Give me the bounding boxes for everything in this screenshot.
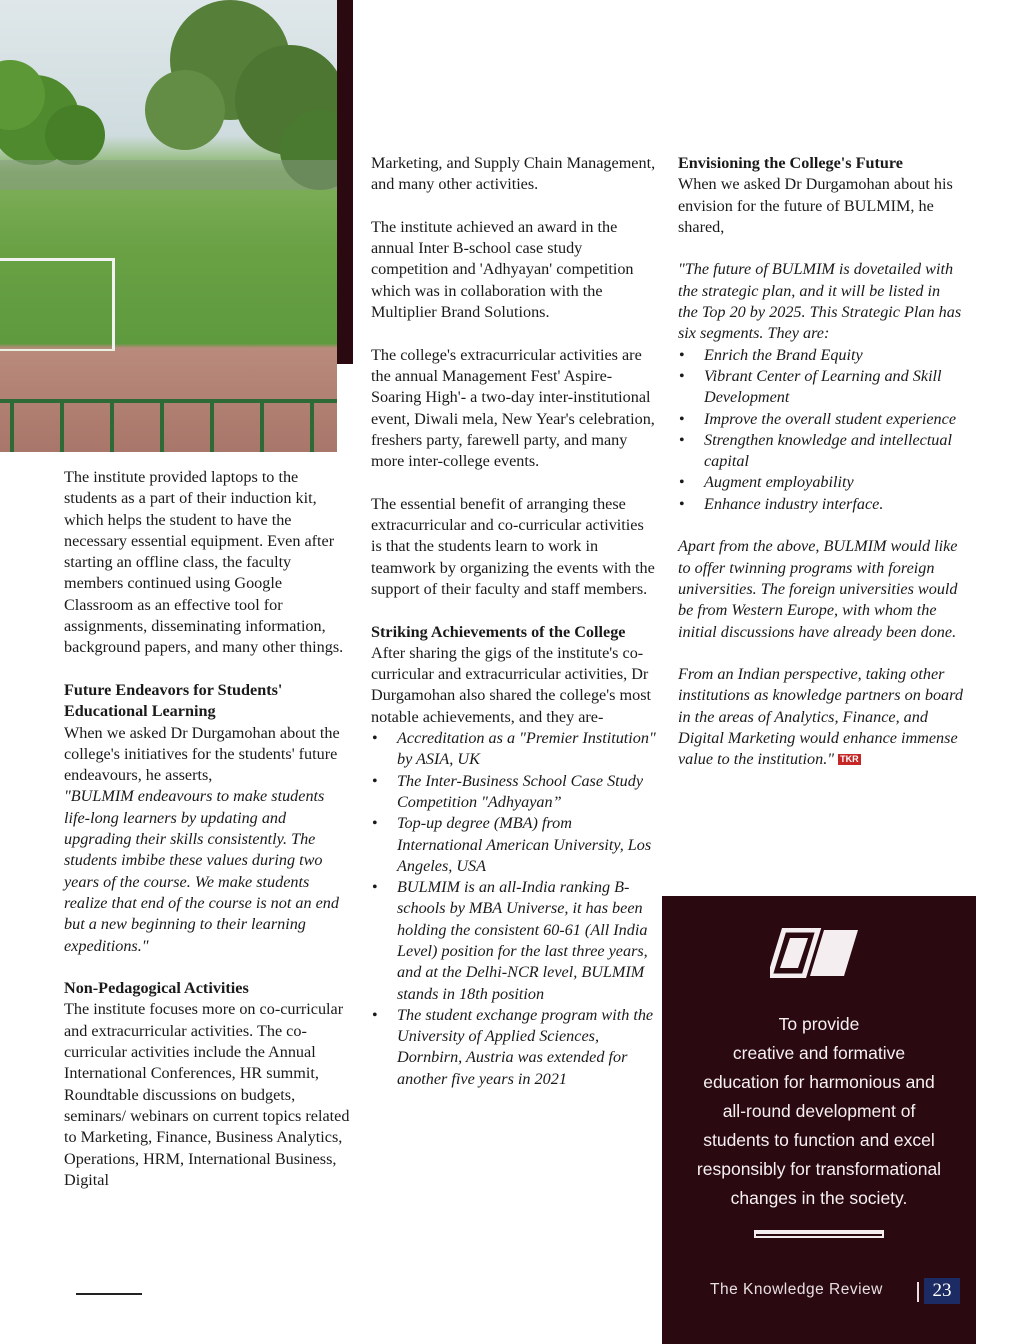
- vision-line: education for harmonious and: [703, 1072, 935, 1092]
- paragraph: The college's extracurricular activities are the annual Management Fest' Aspire-Soaring High'- a two-day inter-institutional event, Diwali mela, New Year's celebration, freshers party, farewell party, and many more inter-college events.: [371, 345, 655, 471]
- accent-bar: [337, 0, 353, 364]
- quote-mark-icon: [770, 928, 860, 978]
- list-item: • Augment employability: [678, 472, 963, 493]
- section-non-pedagogical: [64, 978, 352, 1191]
- heading-envisioning: Envisioning the College's Future: [678, 154, 903, 172]
- achievements-list: [371, 728, 656, 1090]
- quote: Apart from the above, BULMIM would like to offer twinning programs with foreign universities. The foreign universities would be from Western Europe, with whom the initial discussions have already been done.: [678, 537, 958, 641]
- paragraph: The institute achieved an award in the annual Inter B-school case study competition and 'Adhyayan' competition which was in collaboration with the Multiplier Brand Solutions.: [371, 217, 634, 322]
- vision-line: changes in the society.: [730, 1188, 908, 1208]
- list-item: • Improve the overall student experience: [678, 409, 963, 430]
- list-item: • Vibrant Center of Learning and Skill Development: [678, 366, 963, 409]
- magazine-name: The Knowledge Review: [710, 1281, 883, 1298]
- list-item: • Top-up degree (MBA) from International American University, Los Angeles, USA: [371, 813, 656, 877]
- quote-wrap: [678, 536, 963, 642]
- paragraph: The institute focuses more on co-curricular and extracurricular activities. The co-curricular activities include the Annual International Conferences, HR summit, Roundtable discussions on budgets, seminars/ webinars on current topics related to Marketing, Finance, Business Analytics, Operations, HRM, International Business, Digital: [64, 1000, 350, 1189]
- vision-line: To provide: [778, 1014, 860, 1034]
- paragraph: The institute provided laptops to the students as a part of their induction kit, which helps the student to have the necessary essential equipment. Even after starting an offline class, the faculty members continued using Google Classroom as an effective tool for assignments, disseminating information, background papers, and many other things.: [64, 468, 344, 657]
- column-1: [64, 467, 352, 1212]
- vision-line: students to function and excel: [703, 1130, 935, 1150]
- list-item: • Enrich the Brand Equity: [678, 345, 963, 366]
- goal-post: [0, 250, 337, 360]
- vision-line: creative and formative: [732, 1043, 906, 1063]
- column-3: [678, 153, 963, 792]
- section-future-endeavors: [64, 680, 352, 957]
- quote: "The future of BULMIM is dovetailed with the strategic plan, and it will be listed in the Top 20 by 2025. This Strategic Plan has six segments. They are:: [678, 260, 962, 343]
- paragraph: When we asked Dr Durgamohan about his envision for the future of BULMIM, he shared,: [678, 175, 953, 236]
- list-item: • BULMIM is an all-India ranking B-schools by MBA Universe, it has been holding the consistent 60-61 (All India Level) position for the last three years, and at the Delhi-NCR level, BULMIM stands in 18th position: [371, 877, 656, 1005]
- quote-wrap: [678, 664, 963, 770]
- paragraph: The essential benefit of arranging these extracurricular and co-curricular activities is that the students learn to work in teamwork by organizing the events with the support of their faculty and staff members.: [371, 494, 655, 598]
- list-item: • Accreditation as a "Premier Institution" by ASIA, UK: [371, 728, 656, 771]
- footer-separator: [917, 1282, 919, 1302]
- strategic-plan-list: [678, 345, 963, 515]
- quote: "BULMIM endeavours to make students life-long learners by updating and upgrading their skills consistently. The students imbibe these values during two years of the course. We make students realize that end of the course is not an end but a new beginning to their learning expeditions.": [64, 787, 339, 955]
- campus-photo: [0, 0, 337, 452]
- heading-future-endeavors: Future Endeavors for Students' Educational Learning: [64, 680, 283, 721]
- vision-panel: [662, 896, 976, 1344]
- trees-illustration: [0, 0, 337, 200]
- column-2: [371, 153, 656, 1111]
- vision-line: responsibly for transformational: [696, 1159, 942, 1179]
- quote: From an Indian perspective, taking other institutions as knowledge partners on board in the areas of Analytics, Finance, and Digital Marketing would enhance immense value to the institution.": [678, 665, 963, 769]
- paragraph: After sharing the gigs of the institute's co-curricular and extracurricular activities, Dr Durgamohan also shared the college's most notable achievements, and they are-: [371, 643, 651, 726]
- railing: [0, 395, 337, 452]
- list-item: • Strengthen knowledge and intellectual capital: [678, 430, 963, 473]
- list-item: • Enhance industry interface.: [678, 494, 963, 515]
- section-achievements: [371, 622, 656, 728]
- quote-wrap: [678, 259, 963, 344]
- heading-achievements: Striking Achievements of the College: [371, 622, 626, 641]
- footer-rule: [76, 1293, 142, 1295]
- vision-statement: [672, 1010, 966, 1213]
- tkr-badge: TKR: [840, 754, 859, 765]
- page-number: 23: [924, 1278, 960, 1304]
- heading-non-pedagogical: Non-Pedagogical Activities: [64, 979, 249, 998]
- list-item: • The Inter-Business School Case Study Competition "Adhyayan”: [371, 771, 656, 814]
- paragraph: When we asked Dr Durgamohan about the college's initiatives for the students' future endeavours, he asserts,: [64, 723, 340, 785]
- section-envisioning: [678, 153, 963, 238]
- divider: [754, 1230, 884, 1238]
- paragraph: Marketing, and Supply Chain Management, and many other activities.: [371, 154, 656, 194]
- vision-line: all-round development of: [722, 1101, 916, 1121]
- list-item: • The student exchange program with the University of Applied Sciences, Dornbirn, Austria was extended for another five years in 2021: [371, 1005, 656, 1090]
